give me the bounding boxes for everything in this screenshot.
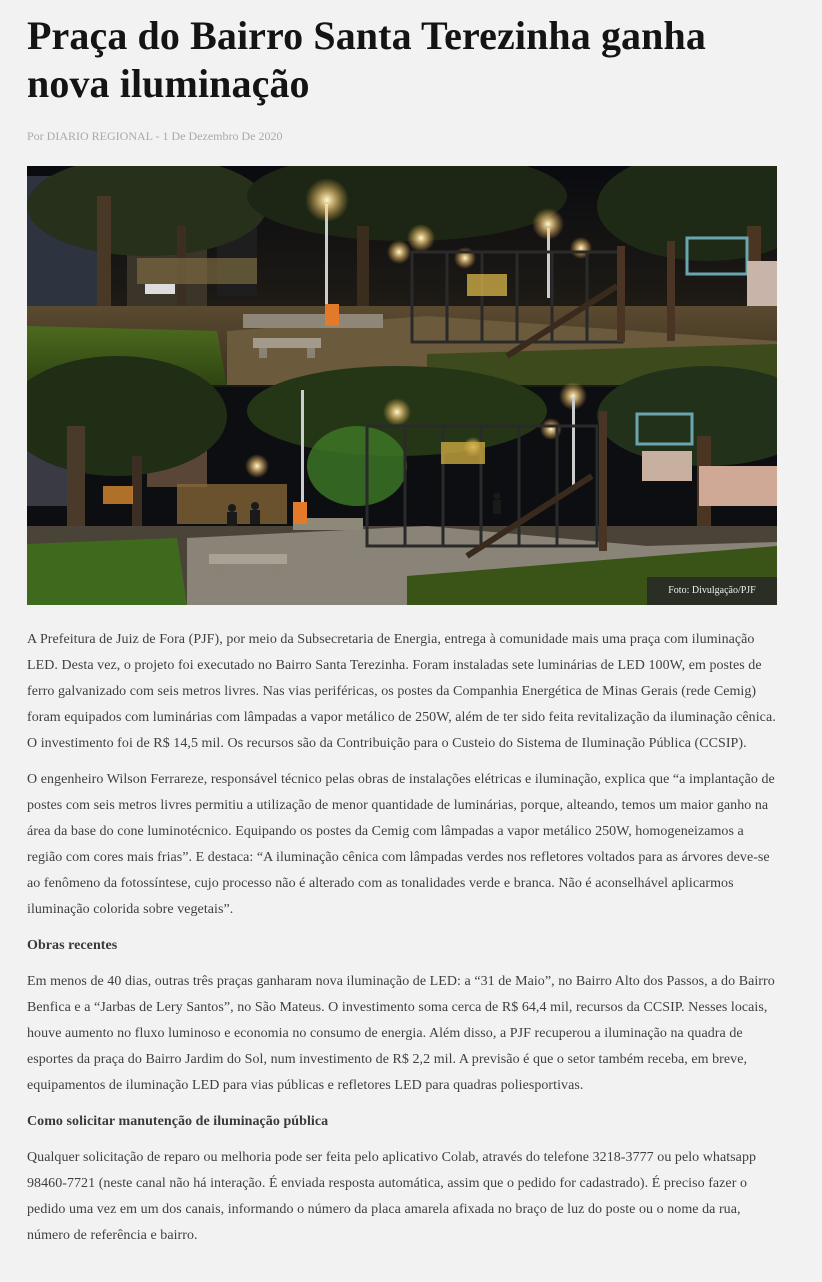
article-photo (27, 166, 777, 605)
article-title: Praça do Bairro Santa Terezinha ganha nova iluminação (27, 13, 706, 106)
square-night-photo (27, 166, 777, 605)
section-heading: Como solicitar manutenção de iluminação pública (27, 1114, 329, 1129)
section-heading: Obras recentes (27, 938, 118, 953)
image-credit: Foto: Divulgação/PJF (647, 577, 777, 605)
article-meta: Por DIARIO REGIONAL - 1 De Dezembro De 2020 (27, 129, 283, 143)
paragraph: A Prefeitura de Juiz de Fora (PJF), por meio da Subsecretaria de Energia, entrega à comunidade mais uma praça com iluminação LED. Desta vez, o projeto foi executado no Bairro Santa Terezinha. Foram instaladas sete luminárias de LED 100W, em postes de ferro galvanizado com seis metros livres. Nas vias periféricas, os postes da Companhia Energética de Minas Gerais (rede Cemig) foram equipados com luminárias com lâmpadas a vapor metálico de 250W, além de ter sido feita revitalização da iluminação cênica. O investimento foi de R$ 14,5 mil. Os recursos são da Contribuição para o Custeio do Sistema de Iluminação Pública (CCSIP). (27, 632, 776, 751)
paragraph: Em menos de 40 dias, outras três praças ganharam nova iluminação de LED: a “31 de Maio”, no Bairro Alto dos Passos, a do Bairro Benfica e a “Jarbas de Lery Santos”, no São Mateus. O investimento soma cerca de R$ 64,4 mil, recursos da CCSIP. Nesses locais, houve aumento no fluxo luminoso e economia no consumo de energia. Além disso, a PJF recuperou a iluminação na quadra de esportes da praça do Bairro Jardim do Sol, num investimento de R$ 2,2 mil. A previsão é que o setor também receba, em breve, equipamentos de iluminação LED para vias públicas e refletores LED para quadras poliesportivas. (27, 974, 775, 1093)
article (27, 0, 777, 1249)
paragraph: Qualquer solicitação de reparo ou melhoria pode ser feita pelo aplicativo Colab, através do telefone 3218-3777 ou pelo whatsapp 98460-7721 (neste canal não há interação. É enviada resposta automática, assim que o pedido for cadastrado). É preciso fazer o pedido uma vez em um dos canais, informando o número da placa amarela afixada no braço de luz do poste ou o nome da rua, número de referência e bairro. (27, 1150, 757, 1243)
article-body (27, 627, 777, 1249)
photo-top (27, 166, 777, 386)
paragraph: O engenheiro Wilson Ferrareze, responsável técnico pelas obras de instalações elétricas e iluminação, explica que “a implantação de postes com seis metros livres permitiu a utilização de menor quantidade de luminárias, porque, alteando, temos um maior ganho na área da base do cone luminotécnico. Equipando os postes da Cemig com lâmpadas a vapor metálico 250W, homogeneizamos a região com cores mais frias”. E destaca: “A iluminação cênica com lâmpadas verdes nos refletores voltados para as árvores deve-se ao fenômeno da fotossíntese, cujo processo não é alterado com as tonalidades verde e branca. Não é aconselhável aplicarmos iluminação colorida sobre vegetais”. (27, 772, 775, 917)
photo-bottom (27, 356, 777, 605)
